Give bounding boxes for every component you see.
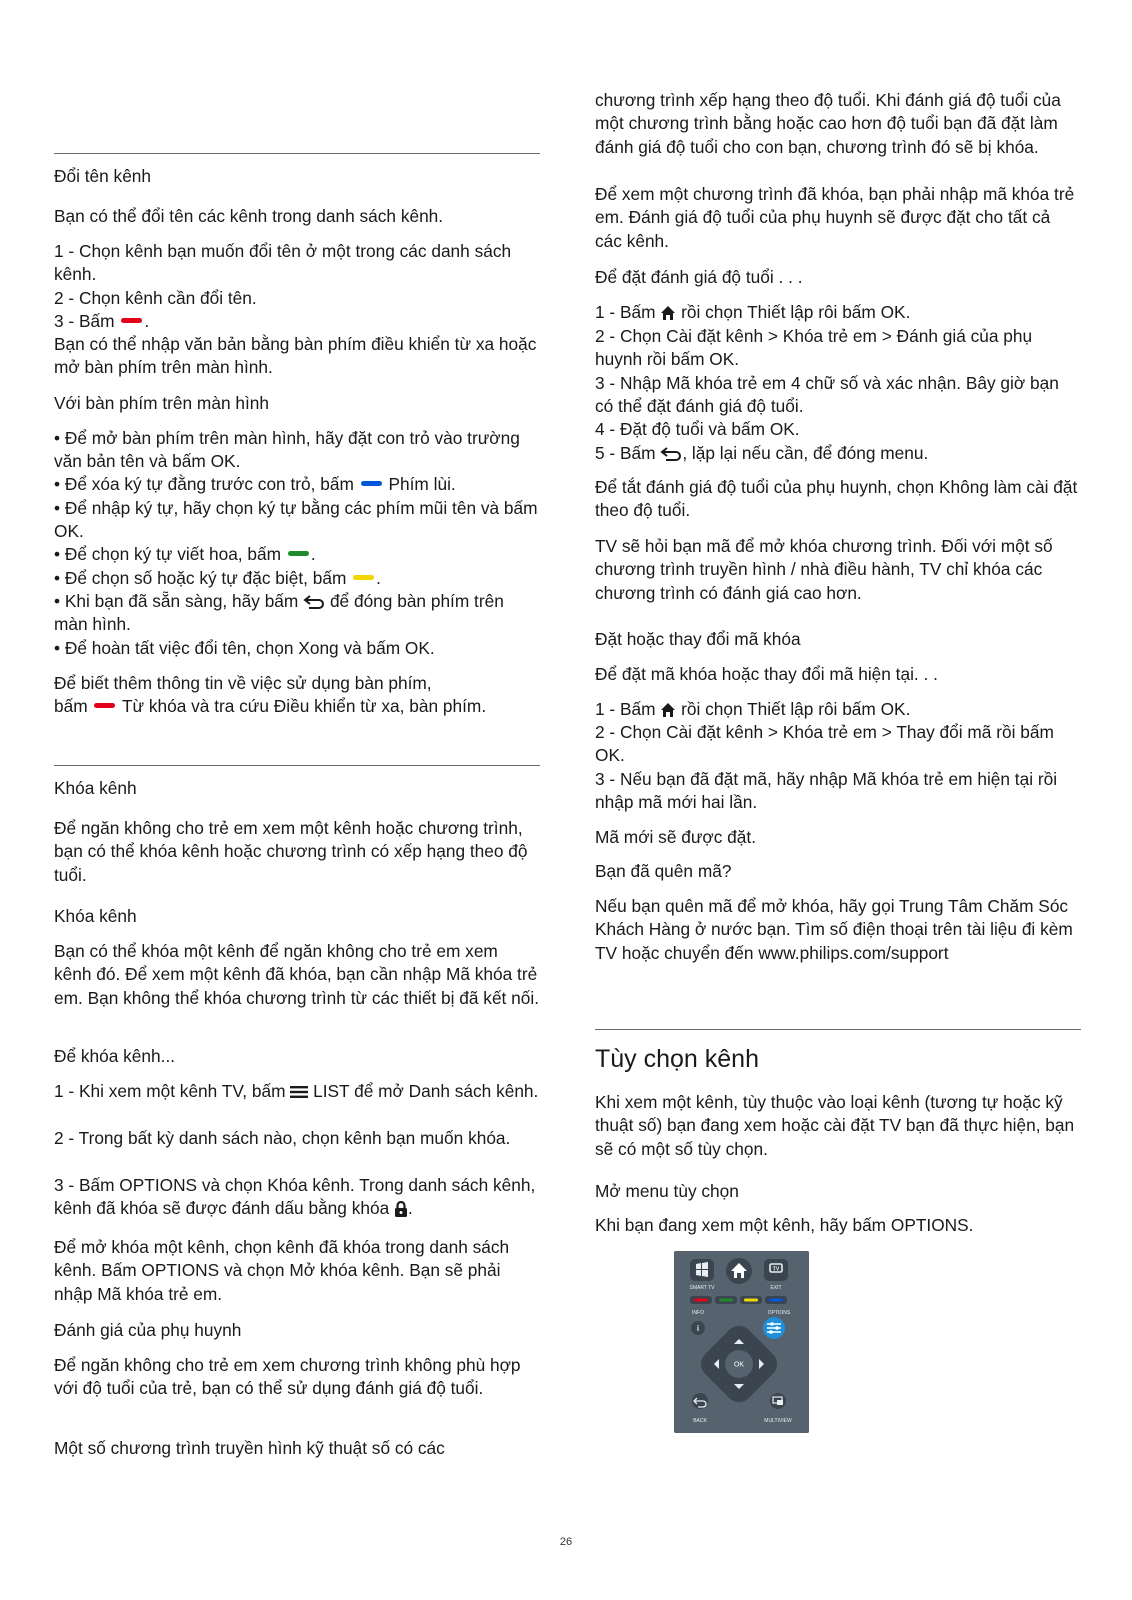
rename-step-2: 2 - Chọn kênh cần đổi tên.	[54, 288, 257, 308]
forgot-code-heading: Bạn đã quên mã?	[595, 861, 732, 881]
rename-intro: Bạn có thể đổi tên các kênh trong danh sách kênh.	[54, 206, 444, 226]
bullet-close-post: để đóng bàn phím trên màn hình.	[54, 591, 504, 635]
more-info-line-2	[54, 695, 540, 718]
remote-control-graphic	[674, 1251, 809, 1433]
green-key-icon	[719, 1299, 733, 1302]
code-step-1-post: rồi chọn Thiết lập rôi bấm OK.	[681, 699, 911, 719]
section-divider	[54, 765, 540, 766]
rating-step-5-pre: 5 - Bấm	[595, 443, 656, 463]
channel-options-intro: Khi xem một kênh, tùy thuộc vào loại kênh (tương tự hoặc kỹ thuật số) bạn đang xem hoặc cài đặt TV bạn đã thực hiện, bạn sẽ có một số tùy chọn.	[595, 1092, 1075, 1159]
blue-key-icon	[361, 481, 382, 486]
yellow-key-icon	[353, 575, 374, 580]
lock-icon	[394, 1201, 408, 1218]
code-step-1	[595, 698, 1081, 721]
open-menu-heading: Mở menu tùy chọn	[595, 1181, 739, 1201]
ok-label: OK	[733, 1361, 745, 1369]
bullet-uppercase	[54, 543, 540, 566]
rename-step-3-pre: 3 - Bấm	[54, 311, 115, 331]
lock-step-2: 2 - Trong bất kỳ danh sách nào, chọn kênh bạn muốn khóa.	[54, 1128, 511, 1148]
bullet-finish-rename: • Để hoàn tất việc đổi tên, chọn Xong và bấm OK.	[54, 638, 435, 658]
lock-heading: Khóa kênh	[54, 778, 137, 798]
code-step-3: 3 - Nếu bạn đã đặt mã, hãy nhập Mã khóa trẻ em hiện tại rồi nhập mã mới hai lần.	[595, 769, 1058, 813]
rating-step-1-pre: 1 - Bấm	[595, 302, 656, 322]
lock-step-1-pre: 1 - Khi xem một kênh TV, bấm	[54, 1081, 286, 1101]
lock-step-1-post: LIST để mở Danh sách kênh.	[313, 1081, 539, 1101]
multiview-label: MULTIVIEW	[764, 1418, 792, 1424]
turn-off-rating-text: Để tắt đánh giá độ tuổi của phụ huynh, chọn Không làm cài đặt theo độ tuổi.	[595, 477, 1078, 521]
rating-step-4: 4 - Đặt độ tuổi và bấm OK.	[595, 419, 800, 439]
rating-step-3: 3 - Nhập Mã khóa trẻ em 4 chữ số và xác nhận. Bây giờ bạn có thể đặt đánh giá độ tuổi.	[595, 373, 1059, 417]
bullet-special-char	[54, 567, 540, 590]
code-step-1-pre: 1 - Bấm	[595, 699, 656, 719]
options-label: OPTIONS	[767, 1310, 791, 1316]
parental-rating-heading: Đánh giá của phụ huynh	[54, 1320, 242, 1340]
unlock-channel-text: Để mở khóa một kênh, chọn kênh đã khóa trong danh sách kênh. Bấm OPTIONS và chọn Mở khóa kênh. Bạn sẽ phải nhập Mã khóa trẻ em.	[54, 1237, 510, 1304]
rating-step-5	[595, 442, 1081, 465]
yellow-key-icon	[744, 1299, 758, 1302]
to-lock-heading: Để khóa kênh...	[54, 1046, 176, 1066]
channel-options-title: Tùy chọn kênh	[595, 1045, 759, 1073]
forgot-code-text: Nếu bạn quên mã để mở khóa, hãy gọi Trung Tâm Chăm Sóc Khách Hàng ở nước bạn. Tìm số điện thoại trên tài liệu đi kèm TV hoặc chuyển đến www.philips.com/support	[595, 896, 1073, 963]
back-label: BACK	[693, 1418, 707, 1424]
bullet-close-pre: • Khi bạn đã sẵn sàng, hãy bấm	[54, 591, 299, 611]
bullet-delete-post: Phím lùi.	[388, 474, 456, 494]
bullet-delete-pre: • Để xóa ký tự đằng trước con trỏ, bấm	[54, 474, 354, 494]
lock-step-3	[54, 1174, 540, 1221]
bullet-special-pre: • Để chọn số hoặc ký tự đặc biệt, bấm	[54, 568, 347, 588]
list-icon	[290, 1085, 308, 1099]
keyboard-note: Bạn có thể nhập văn bản bằng bàn phím điều khiển từ xa hoặc mở bàn phím trên màn hình.	[54, 334, 537, 378]
rating-step-2: 2 - Chọn Cài đặt kênh > Khóa trẻ em > Đánh giá của phụ huynh rồi bấm OK.	[595, 326, 1033, 370]
set-rating-heading: Để đặt đánh giá độ tuổi . . .	[595, 267, 803, 287]
green-key-icon	[288, 551, 309, 556]
rename-heading: Đổi tên kênh	[54, 166, 152, 186]
bullet-special-post: .	[376, 568, 381, 588]
svg-text:TV: TV	[772, 1266, 780, 1273]
rating-continued: chương trình xếp hạng theo độ tuổi. Khi đánh giá độ tuổi của một chương trình bằng hoặc cao hơn độ tuổi bạn đã đặt làm đánh giá độ tuổi cho con bạn, chương trình đó sẽ bị khóa.	[595, 90, 1061, 157]
red-key-icon	[94, 703, 115, 708]
exit-label: EXIT	[770, 1285, 782, 1291]
smart-tv-label: SMART TV	[689, 1285, 715, 1291]
open-menu-text: Khi bạn đang xem một kênh, hãy bấm OPTIONS.	[595, 1215, 974, 1235]
parental-rating-text: Để ngăn không cho trẻ em xem chương trình không phù hợp với độ tuổi của trẻ, bạn có thể sử dụng đánh giá độ tuổi.	[54, 1355, 521, 1399]
svg-text:i: i	[696, 1324, 700, 1333]
tv-asks-code-text: TV sẽ hỏi bạn mã để mở khóa chương trình. Đối với một số chương trình truyền hình / nhà điều hành, TV chỉ khóa các chương trình có đánh giá cao hơn.	[595, 536, 1053, 603]
lock-sub-heading: Khóa kênh	[54, 906, 137, 926]
lock-step-3-post: .	[408, 1198, 413, 1219]
bullet-close-keyboard	[54, 590, 540, 637]
rename-step-3	[54, 310, 540, 333]
lock-intro: Để ngăn không cho trẻ em xem một kênh hoặc chương trình, bạn có thể khóa kênh hoặc chương trình có xếp hạng theo độ tuổi.	[54, 818, 528, 885]
bullet-uppercase-pre: • Để chọn ký tự viết hoa, bấm	[54, 544, 282, 564]
rename-step-3-post: .	[144, 311, 150, 331]
more-info-pre: bấm	[54, 696, 88, 716]
more-info-line-1: Để biết thêm thông tin về việc sử dụng bàn phím,	[54, 673, 432, 693]
change-code-heading: Đặt hoặc thay đổi mã khóa	[595, 629, 801, 649]
lock-step-1	[54, 1080, 540, 1103]
remote-control-image	[674, 1251, 809, 1433]
info-label: INFO	[692, 1310, 704, 1316]
new-code-set-text: Mã mới sẽ được đặt.	[595, 827, 757, 847]
lock-description: Bạn có thể khóa một kênh để ngăn không cho trẻ em xem kênh đó. Để xem một kênh đã khóa, bạn cần nhập Mã khóa trẻ em. Bạn không thể khóa chương trình từ các thiết bị đã kết nối.	[54, 941, 540, 1008]
home-icon	[660, 305, 676, 321]
section-divider	[54, 153, 540, 154]
change-code-intro: Để đặt mã khóa hoặc thay đổi mã hiện tại. . .	[595, 664, 938, 684]
bullet-delete-char	[54, 473, 540, 496]
bullet-open-keyboard: • Để mở bàn phím trên màn hình, hãy đặt con trỏ vào trường văn bản tên và bấm OK.	[54, 428, 520, 472]
code-step-2: 2 - Chọn Cài đặt kênh > Khóa trẻ em > Thay đổi mã rồi bấm OK.	[595, 722, 1054, 766]
back-arrow-icon	[660, 447, 682, 461]
back-arrow-icon	[303, 595, 325, 609]
lock-step-3-pre: 3 - Bấm OPTIONS và chọn Khóa kênh. Trong danh sách kênh, kênh đã khóa sẽ được đánh dấu bằng khóa	[54, 1175, 536, 1219]
blue-key-icon	[769, 1299, 783, 1302]
more-info-post: Từ khóa và tra cứu Điều khiển từ xa, bàn phím.	[121, 696, 487, 716]
red-key-icon	[694, 1299, 708, 1302]
home-icon	[660, 702, 676, 718]
section-divider	[595, 1029, 1081, 1030]
parental-rating-text-2: Một số chương trình truyền hình kỹ thuật số có các	[54, 1438, 445, 1458]
rename-step-1: 1 - Chọn kênh bạn muốn đổi tên ở một trong các danh sách kênh.	[54, 241, 512, 285]
rating-step-1-post: rồi chọn Thiết lập rôi bấm OK.	[681, 302, 911, 322]
rating-step-5-post: , lặp lại nếu cần, để đóng menu.	[682, 443, 929, 463]
view-locked-text: Để xem một chương trình đã khóa, bạn phải nhập mã khóa trẻ em. Đánh giá độ tuổi của phụ huynh sẽ được đặt cho tất cả các kênh.	[595, 184, 1075, 251]
red-key-icon	[121, 318, 142, 323]
bullet-uppercase-post: .	[310, 544, 316, 564]
onscreen-keyboard-heading: Với bàn phím trên màn hình	[54, 393, 269, 413]
bullet-enter-char: • Để nhập ký tự, hãy chọn ký tự bằng các phím mũi tên và bấm OK.	[54, 498, 538, 542]
rating-step-1	[595, 301, 1081, 324]
page-number: 26	[559, 1536, 573, 1548]
